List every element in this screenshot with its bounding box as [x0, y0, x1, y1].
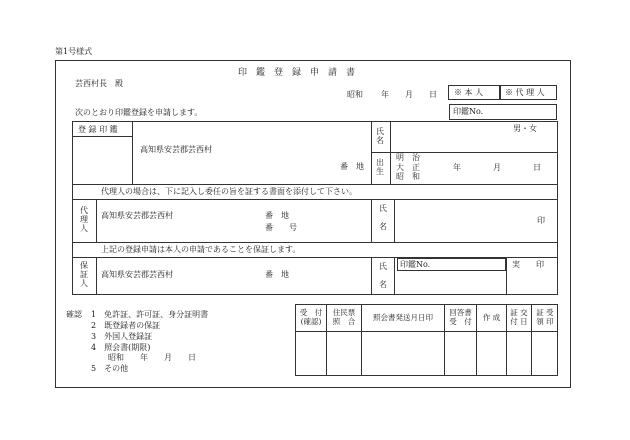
office-table-header-divider — [295, 331, 558, 332]
agent-notice-top — [72, 184, 558, 185]
confirmation-item: 2 既登録者の保証 — [91, 321, 161, 330]
office-header-created: 作 成 — [482, 313, 501, 322]
principal-label: ※ 本 人 — [454, 88, 484, 97]
intro-text: 次のとおり印鑑登録を申請します。 — [75, 108, 203, 117]
agent-label-divider — [96, 199, 97, 242]
confirmation-item: 3 外国人登録証 — [91, 332, 153, 341]
guarantor-seal-number-label: 印鑑No. — [400, 260, 431, 269]
confirmation-item: 1 免許証、許可証、身分証明書 — [91, 310, 209, 319]
reg-left-border — [72, 121, 73, 295]
form-number: 第1号様式 — [55, 47, 93, 56]
agent-label: 代 理 人 — [80, 206, 88, 234]
confirmation-item: 4 照会書(期限) — [91, 343, 151, 352]
guarantor-address: 高知県安芸郡芸西村 — [101, 270, 173, 279]
name-label: 氏 名 — [376, 127, 384, 146]
confirmation-item: 5 その他 — [91, 364, 129, 373]
date-era: 昭和 — [347, 90, 363, 99]
real-seal-divider — [506, 257, 507, 295]
date-day: 日 — [429, 90, 437, 99]
agent-name-col-left — [371, 199, 372, 242]
office-header-answer-received: 回答書 受 付 — [449, 308, 472, 326]
addressee: 芸西村長 殿 — [75, 79, 123, 88]
office-header-reception: 受 付 (確認) — [299, 308, 323, 326]
birth-label: 出 生 — [376, 158, 384, 177]
agent-house-number-label: 番 地 — [265, 211, 289, 220]
office-header-receipt-seal: 証 受 領 印 — [536, 308, 554, 326]
seal-label-divider — [72, 136, 132, 137]
birth-day: 日 — [533, 163, 541, 172]
guarantor-label: 保 証 人 — [80, 261, 88, 289]
agent-number-label: 番 号 — [265, 223, 297, 232]
agent-notice: 代理人の場合は、下に記入し委任の旨を証する書面を添付して下さい。 — [101, 187, 357, 196]
guarantor-name-label: 氏 名 — [379, 262, 387, 290]
birth-month: 月 — [493, 163, 501, 172]
agent-address: 高知県安芸郡芸西村 — [101, 211, 173, 220]
form-title: 印 鑑 登 録 申 請 書 — [238, 68, 356, 78]
gender-selector[interactable]: 男・女 — [513, 124, 537, 133]
seal-label: 登 録 印 鑑 — [78, 125, 118, 134]
confirmation-label: 確認 — [66, 310, 82, 319]
reg-bottom-border — [72, 294, 558, 295]
guarantor-name-col-left — [371, 257, 372, 295]
seal-number-label: 印鑑No. — [453, 107, 484, 116]
office-header-inquiry-sent: 照会書発送月日印 — [373, 313, 433, 322]
date-year: 年 — [381, 90, 389, 99]
reg-top-border — [72, 121, 558, 122]
guarantor-label-divider — [96, 257, 97, 295]
agent-name-label: 氏 名 — [379, 204, 387, 232]
registrant-address: 高知県安芸郡芸西村 — [140, 145, 212, 154]
guarantor-name-col-right — [394, 257, 395, 295]
agent-seal-mark: 印 — [537, 216, 545, 225]
guarantor-real-seal: 実 印 — [512, 260, 544, 269]
office-header-issue-date: 証 交 付 日 — [510, 308, 528, 326]
seal-area-divider — [132, 121, 133, 184]
agent-label: ※ 代 理 人 — [505, 88, 545, 97]
office-header-resident-check: 住民票 照 合 — [332, 308, 356, 326]
birth-year: 年 — [453, 163, 461, 172]
guarantor-house-number-label: 番 地 — [265, 270, 289, 279]
guarantee-notice: 上記の登録申請は本人の申請であることを保証します。 — [101, 245, 301, 254]
agent-notice-bottom — [72, 199, 558, 200]
registrant-house-number-label: 番 地 — [340, 162, 364, 171]
birth-era-options[interactable]: 明 治 大 正 昭 和 — [396, 153, 420, 182]
inquiry-date: 昭和 年 月 日 — [108, 353, 196, 362]
agent-name-col-right — [394, 199, 395, 242]
date-month: 月 — [405, 90, 413, 99]
guarantee-notice-top — [72, 242, 558, 243]
reg-right-border — [557, 121, 558, 295]
